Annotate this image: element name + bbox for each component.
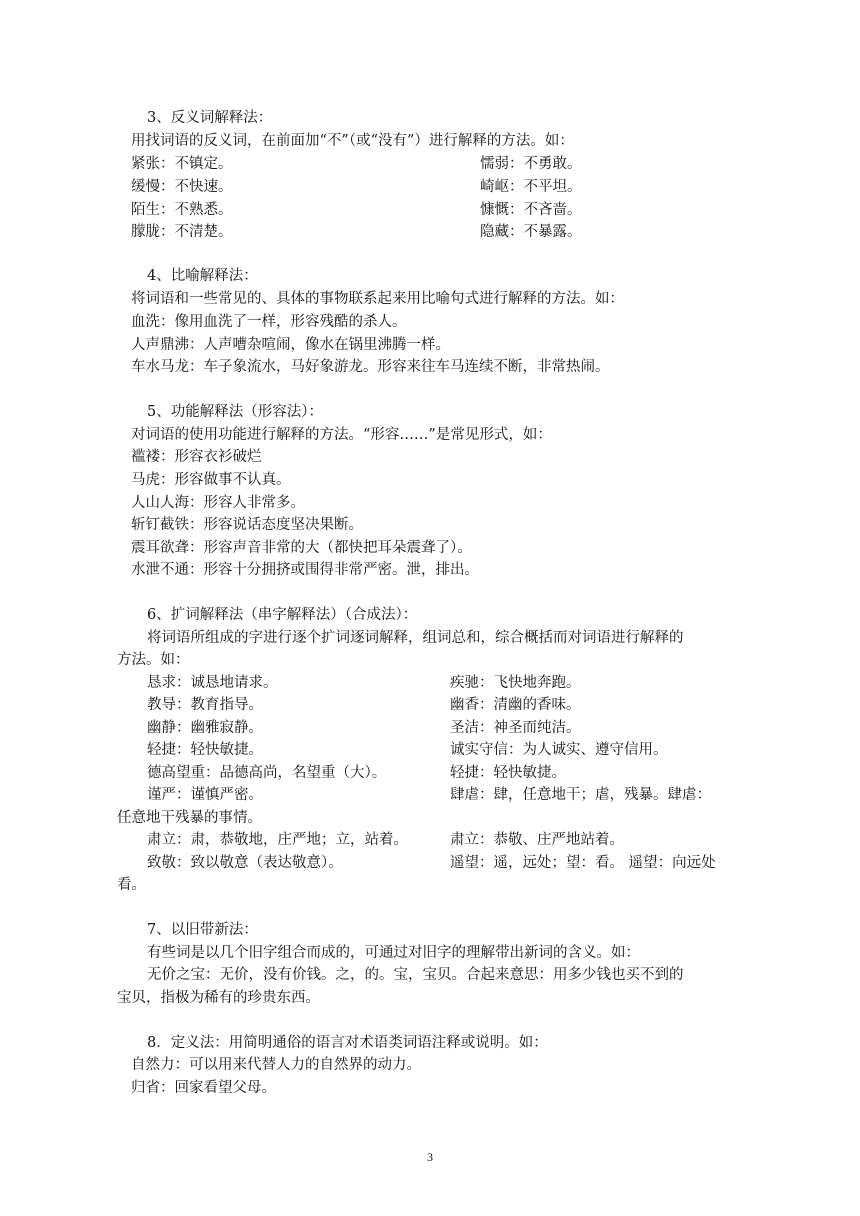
section-title: 5、功能解释法（形容法）： bbox=[147, 404, 323, 420]
definition-left: 致敬：致以敬意（表达敬意）。 bbox=[147, 855, 343, 871]
definition: 自然力：可以用来代替人力的自然界的动力。 bbox=[131, 1057, 421, 1073]
section-title: 8．定义法：用简明通俗的语言对术语类词语注释或说明。如： bbox=[147, 1035, 548, 1051]
definition-left: 恳求：诚恳地请求。 bbox=[147, 675, 278, 691]
definition: 斩钉截铁：形容说话态度坚决果断。 bbox=[131, 517, 363, 533]
section-title: 7、以旧带新法： bbox=[147, 922, 258, 938]
definition: 人声鼎沸：人声嘈杂喧闹，像水在锅里沸腾一样。 bbox=[131, 337, 450, 353]
section-title: 6、扩词解释法（串字解释法）（合成法）： bbox=[147, 607, 418, 623]
definition-left: 教导：教育指导。 bbox=[147, 697, 263, 713]
definition: 无价之宝：无价，没有价钱。之，的。宝，宝贝。合起来意思：用多少钱也买不到的 bbox=[147, 967, 684, 983]
definition-right: 幽香：清幽的香味。 bbox=[450, 697, 581, 713]
definition-right: 崎岖：不平坦。 bbox=[480, 179, 582, 195]
definition-continued: 任意地干残暴的事情。 bbox=[117, 810, 262, 826]
definition-right: 肆虐：肆，任意地干；虐，残暴。肆虐： bbox=[450, 787, 711, 803]
definition: 震耳欲聋：形容声音非常的大（都快把耳朵震聋了）。 bbox=[131, 540, 472, 556]
section-intro: 将词语所组成的字进行逐个扩词逐词解释，组词总和，综合概括而对词语进行解释的 bbox=[147, 630, 684, 646]
definition: 褴褛：形容衣衫破烂 bbox=[131, 449, 262, 465]
definition: 马虎：形容做事不认真。 bbox=[131, 472, 291, 488]
definition: 归省：回家看望父母。 bbox=[131, 1080, 276, 1096]
definition: 车水马龙：车子象流水，马好象游龙。形容来往车马连续不断，非常热闹。 bbox=[131, 359, 610, 375]
definition-left: 肃立：肃，恭敬地，庄严地；立，站着。 bbox=[147, 832, 408, 848]
definition-right: 隐藏：不暴露。 bbox=[480, 224, 582, 240]
definition-left: 紧张：不镇定。 bbox=[131, 156, 233, 172]
section-intro: 用找词语的反义词，在前面加“不”（或“没有”）进行解释的方法。如： bbox=[131, 133, 574, 149]
definition: 人山人海：形容人非常多。 bbox=[131, 495, 305, 511]
definition-left: 谨严：谨慎严密。 bbox=[147, 787, 263, 803]
definition-continued: 宝贝，指极为稀有的珍贵东西。 bbox=[117, 990, 320, 1006]
definition-left: 轻捷：轻快敏捷。 bbox=[147, 742, 263, 758]
section-intro-continued: 方法。如： bbox=[117, 652, 190, 668]
definition-right: 诚实守信：为人诚实、遵守信用。 bbox=[450, 742, 668, 758]
definition-left: 幽静：幽雅寂静。 bbox=[147, 720, 263, 736]
definition-right: 圣洁：神圣而纯洁。 bbox=[450, 720, 581, 736]
definition-right: 懦弱：不勇敢。 bbox=[480, 156, 582, 172]
definition-left: 德高望重：品德高尚，名望重（大）。 bbox=[147, 765, 387, 781]
definition-left: 陌生：不熟悉。 bbox=[131, 202, 233, 218]
section-intro: 将词语和一些常见的、具体的事物联系起来用比喻句式进行解释的方法。如： bbox=[131, 291, 624, 307]
definition-right: 疾驰：飞快地奔跑。 bbox=[450, 675, 581, 691]
definition-right: 遥望：遥，远处；望：看。 遥望：向远处 bbox=[450, 855, 716, 871]
definition-right: 慷慨：不吝啬。 bbox=[480, 202, 582, 218]
page-number: 3 bbox=[427, 1150, 433, 1164]
section-intro: 对词语的使用功能进行解释的方法。“形容……”是常见形式，如： bbox=[131, 427, 552, 443]
definition-continued: 看。 bbox=[117, 877, 146, 893]
definition-left: 朦胧：不清楚。 bbox=[131, 224, 233, 240]
definition-right: 轻捷：轻快敏捷。 bbox=[450, 765, 566, 781]
section-title: 3、反义词解释法： bbox=[147, 110, 273, 126]
definition-left: 缓慢：不快速。 bbox=[131, 179, 233, 195]
section-intro: 有些词是以几个旧字组合而成的，可通过对旧字的理解带出新词的含义。如： bbox=[147, 945, 640, 961]
definition-right: 肃立：恭敬、庄严地站着。 bbox=[450, 832, 624, 848]
definition: 水泄不通：形容十分拥挤或围得非常严密。泄，排出。 bbox=[131, 562, 479, 578]
section-title: 4、比喻解释法： bbox=[147, 268, 258, 284]
definition: 血洗：像用血洗了一样，形容残酷的杀人。 bbox=[131, 314, 407, 330]
